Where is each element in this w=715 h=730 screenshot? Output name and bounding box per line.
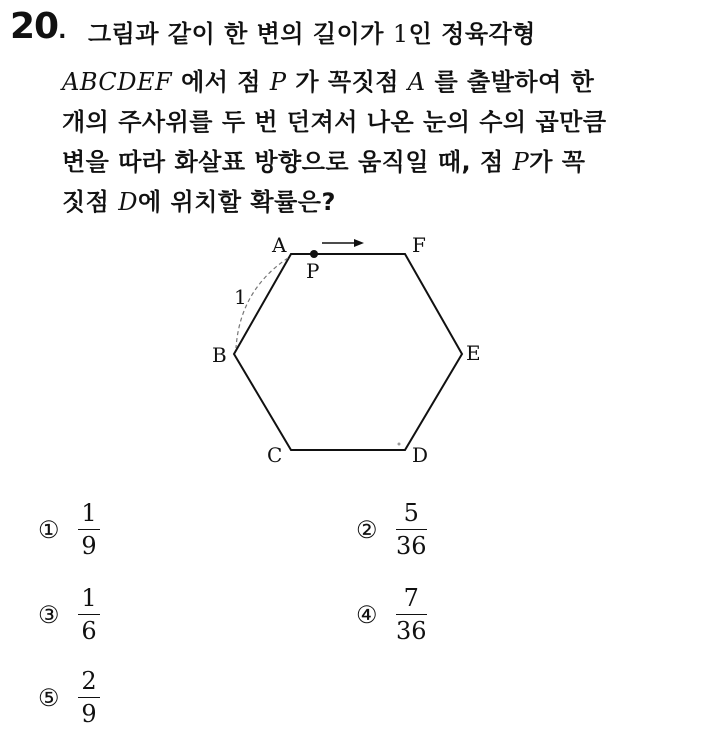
hexagon-figure: [200, 228, 500, 473]
choice-fraction: $\frac{2}{9}$: [78, 668, 100, 728]
question-number: 20.: [10, 6, 66, 47]
question-text-line-5: 짓점 D에 위치할 확률은?: [62, 188, 336, 216]
vertex-label-b: B: [212, 343, 227, 367]
vertex-label-d: D: [412, 443, 429, 467]
choice-fraction: $\frac{1}{9}$: [78, 500, 100, 560]
vertex-label-e: E: [466, 341, 481, 365]
choice-1[interactable]: [38, 500, 100, 560]
vertex-d-dot: [398, 443, 401, 446]
choice-5[interactable]: [38, 668, 100, 728]
choice-fraction: $\frac{5}{36}$: [396, 499, 427, 561]
choice-3[interactable]: [38, 585, 100, 645]
direction-arrow-icon: [354, 239, 364, 247]
vertex-label-f: F: [412, 233, 426, 257]
question-text-line-1: 그림과 같이 한 변의 길이가 1인 정육각형: [88, 20, 536, 48]
point-label-p: P: [306, 259, 320, 283]
choice-marker: ⑤: [38, 683, 60, 712]
side-length-label: 1: [234, 285, 247, 309]
point-p-marker: [310, 250, 318, 258]
choice-fraction: $\frac{1}{6}$: [78, 585, 100, 645]
choice-marker: ②: [356, 515, 378, 544]
choice-2[interactable]: [356, 500, 427, 560]
question-text-line-3: 개의 주사위를 두 번 던져서 나온 눈의 수의 곱만큼: [62, 108, 607, 136]
question-text-line-4: 변을 따라 화살표 방향으로 움직일 때, 점 P가 꼭: [62, 148, 586, 176]
vertex-label-c: C: [267, 443, 283, 467]
choice-4[interactable]: [356, 585, 427, 645]
vertex-label-a: A: [272, 233, 287, 257]
choice-marker: ④: [356, 600, 378, 629]
hexagon-shape: [234, 254, 462, 450]
choice-fraction: $\frac{7}{36}$: [396, 584, 427, 646]
choice-marker: ③: [38, 600, 60, 629]
question-text-line-2: ABCDEF 에서 점 P 가 꼭짓점 A 를 출발하여 한: [62, 68, 595, 96]
choice-marker: ①: [38, 515, 60, 544]
